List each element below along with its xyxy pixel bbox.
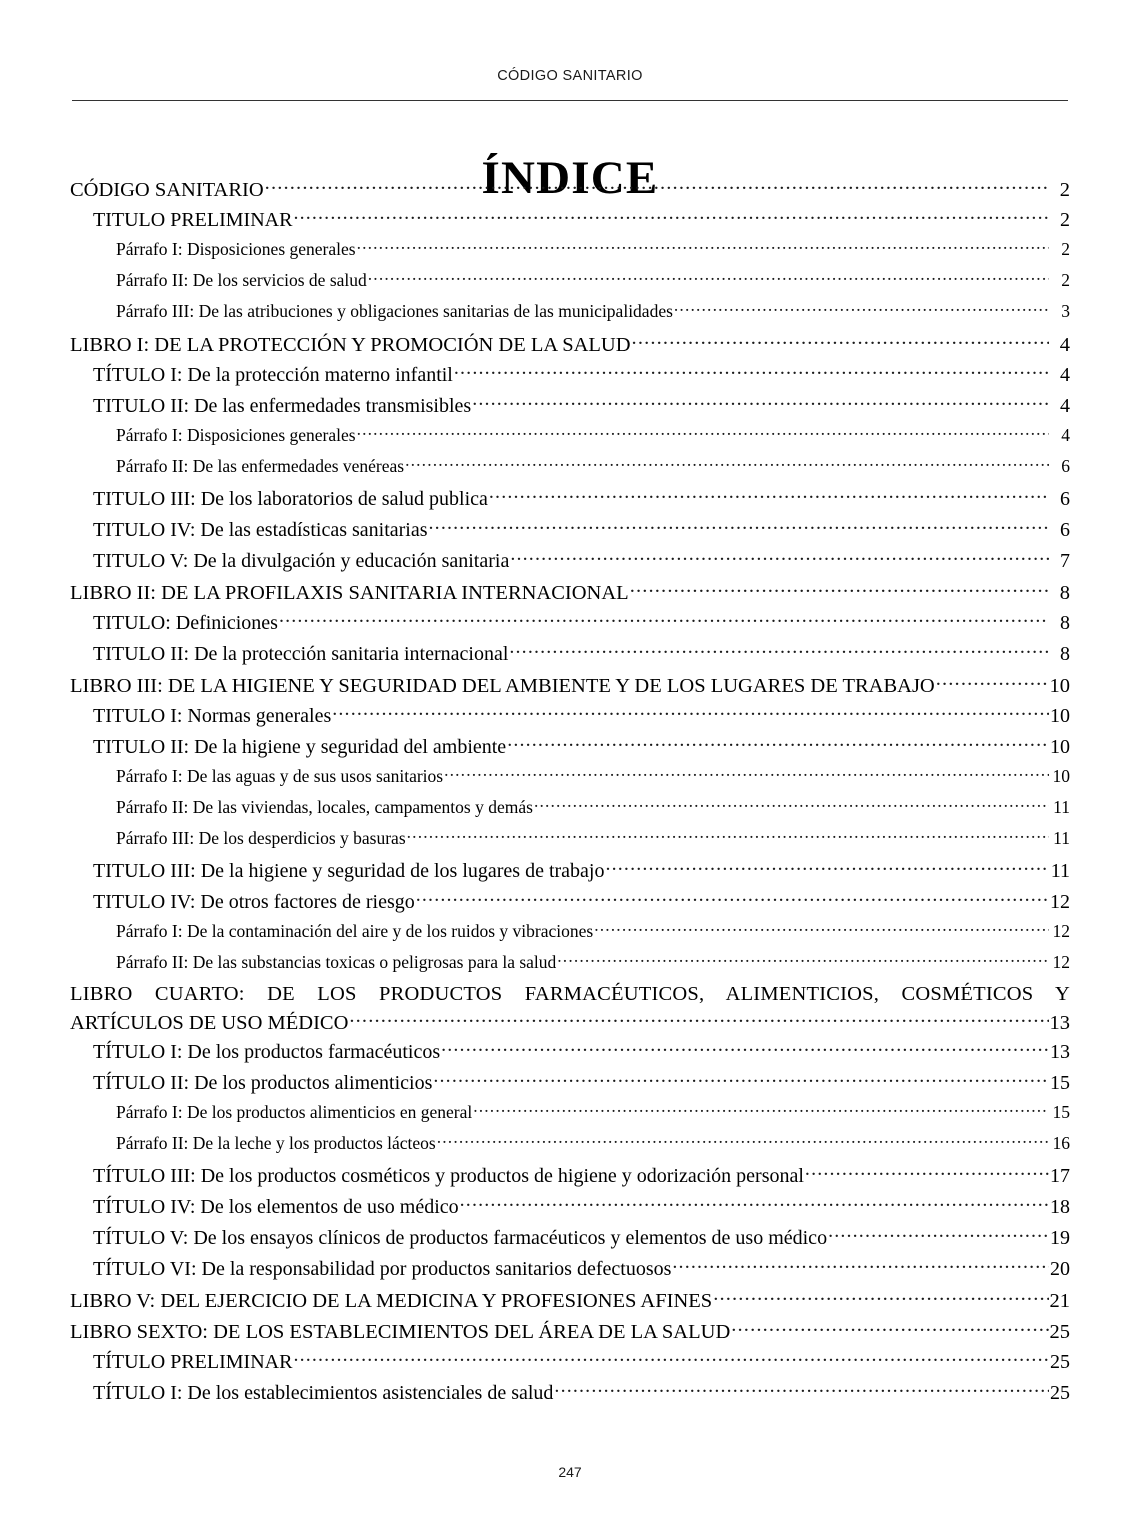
toc-entry[interactable]: [70, 857, 1070, 888]
toc-entry[interactable]: [70, 423, 1070, 454]
toc-dot-leader: [405, 454, 1049, 472]
toc-dot-leader: [805, 1162, 1049, 1182]
toc-dot-leader: [433, 1069, 1049, 1089]
toc-entry[interactable]: [70, 578, 1070, 609]
toc-entry-label: LIBRO CUARTO: DE LOS PRODUCTOS FARMACÉUTICOS, ALIMENTICIOS, COSMÉTICOS Y: [70, 983, 1070, 1005]
toc-entry-label: TITULO: Definiciones: [93, 612, 278, 634]
toc-entry-page-number: 20: [1050, 1258, 1070, 1280]
toc-dot-leader: [293, 206, 1049, 226]
toc-entry[interactable]: [70, 1348, 1070, 1379]
toc-entry[interactable]: [70, 609, 1070, 640]
toc-entry-page-number: 13: [1050, 1041, 1070, 1063]
toc-dot-leader: [368, 268, 1049, 286]
toc-entry-page-number: 15: [1050, 1072, 1070, 1094]
toc-entry-label: TÍTULO VI: De la responsabilidad por productos sanitarios defectuosos: [93, 1258, 672, 1280]
toc-entry-page-number: 11: [1053, 827, 1070, 848]
toc-dot-leader: [357, 237, 1049, 255]
toc-entry-label: Párrafo I: Disposiciones generales: [116, 238, 356, 259]
toc-dot-leader: [674, 299, 1049, 317]
toc-entry[interactable]: [70, 888, 1070, 919]
toc-dot-leader: [534, 795, 1049, 813]
toc-entry-page-number: 4: [1061, 424, 1070, 445]
toc-dot-leader: [293, 1348, 1049, 1368]
toc-entry-label: TÍTULO I: De los productos farmacéuticos: [93, 1041, 441, 1063]
toc-dot-leader: [936, 671, 1049, 692]
toc-entry-page-number: 25: [1049, 1320, 1070, 1343]
toc-entry-label: Párrafo II: De las substancias toxicas o peligrosas para la salud: [116, 951, 557, 972]
toc-entry-page-number: 4: [1060, 364, 1070, 386]
toc-entry-page-number: 11: [1050, 860, 1070, 882]
toc-entry[interactable]: [70, 702, 1070, 733]
toc-dot-leader: [557, 950, 1049, 968]
toc-entry-page-number: 2: [1059, 178, 1070, 201]
toc-dot-leader: [444, 764, 1049, 782]
toc-dot-leader: [489, 485, 1049, 505]
toc-entry-label: Párrafo II: De los servicios de salud: [116, 269, 367, 290]
toc-entry-label: Párrafo I: De la contaminación del aire y de los ruidos y vibraciones: [116, 920, 594, 941]
toc-entry[interactable]: [70, 764, 1070, 795]
toc-dot-leader: [473, 1100, 1049, 1118]
toc-entry-page-number: 8: [1060, 612, 1070, 634]
running-header: CÓDIGO SANITARIO: [497, 68, 643, 84]
toc-dot-leader: [594, 919, 1049, 937]
toc-entry-page-number: 8: [1059, 581, 1070, 604]
toc-dot-leader: [472, 392, 1049, 412]
toc-entry-label: Párrafo II: De las viviendas, locales, campamentos y demás: [116, 796, 533, 817]
toc-entry-label: Párrafo III: De las atribuciones y obligaciones sanitarias de las municipalidades: [116, 300, 673, 321]
toc-entry-label: CÓDIGO SANITARIO: [70, 178, 264, 201]
toc-entry-page-number: 3: [1061, 300, 1070, 321]
toc-entry[interactable]: [70, 516, 1070, 547]
toc-entry-label: LIBRO V: DEL EJERCICIO DE LA MEDICINA Y PROFESIONES AFINES: [70, 1289, 713, 1312]
toc-entry-page-number: 10: [1049, 674, 1070, 697]
toc-entry-label: LIBRO I: DE LA PROTECCIÓN Y PROMOCIÓN DE LA SALUD: [70, 333, 631, 356]
toc-entry-label: TITULO III: De los laboratorios de salud publica: [93, 488, 488, 510]
toc-entry-page-number: 12: [1050, 891, 1070, 913]
toc-entry-page-number: 2: [1061, 269, 1070, 290]
toc-entry-label: TITULO V: De la divulgación y educación sanitaria: [93, 550, 510, 572]
toc-entry[interactable]: [70, 1255, 1070, 1286]
toc-entry[interactable]: [70, 1379, 1070, 1410]
toc-entry-label: Párrafo I: De las aguas y de sus usos sanitarios: [116, 765, 444, 786]
toc-dot-leader: [349, 1008, 1048, 1029]
toc-entry-page-number: 17: [1050, 1165, 1070, 1187]
toc-entry-label: Párrafo I: Disposiciones generales: [116, 424, 356, 445]
toc-entry-label: TÍTULO I: De los establecimientos asistenciales de salud: [93, 1382, 554, 1404]
toc-dot-leader: [357, 423, 1049, 441]
toc-entry[interactable]: [70, 826, 1070, 857]
toc-entry[interactable]: [70, 175, 1070, 206]
toc-entry-label: Párrafo III: De los desperdicios y basuras: [116, 827, 406, 848]
toc-entry-label: TITULO PRELIMINAR: [93, 209, 293, 231]
toc-entry[interactable]: [70, 299, 1070, 330]
toc-entry[interactable]: [70, 1038, 1070, 1069]
toc-entry-label: LIBRO II: DE LA PROFILAXIS SANITARIA INTERNACIONAL: [70, 581, 629, 604]
toc-entry-label: Párrafo I: De los productos alimenticios en general: [116, 1101, 473, 1122]
toc-dot-leader: [509, 640, 1049, 660]
toc-entry-page-number: 11: [1053, 796, 1070, 817]
toc-entry-label: TÍTULO I: De la protección materno infantil: [93, 364, 453, 386]
toc-entry-page-number: 15: [1052, 1101, 1070, 1122]
toc-entry-label: TÍTULO PRELIMINAR: [93, 1351, 293, 1373]
toc-entry-page-number: 2: [1060, 209, 1070, 231]
toc-entry-page-number: 10: [1050, 736, 1070, 758]
toc-dot-leader: [605, 857, 1049, 877]
toc-entry[interactable]: [70, 485, 1070, 516]
footer-page-number: 247: [558, 1464, 582, 1480]
toc-entry[interactable]: [70, 1224, 1070, 1255]
toc-entry-page-number: 21: [1049, 1289, 1070, 1312]
toc-dot-leader: [332, 702, 1049, 722]
toc-dot-leader: [713, 1286, 1048, 1307]
toc-entry-label: TITULO II: De la protección sanitaria internacional: [93, 643, 509, 665]
toc-dot-leader: [731, 1317, 1048, 1338]
toc-entry[interactable]: [70, 237, 1070, 268]
toc-entry[interactable]: [70, 1069, 1070, 1100]
toc-entry-page-number: 7: [1060, 550, 1070, 572]
toc-entry-page-number: 8: [1060, 643, 1070, 665]
toc-dot-leader: [441, 1038, 1049, 1058]
toc-entry[interactable]: [70, 1100, 1070, 1131]
toc-entry-page-number: 6: [1060, 519, 1070, 541]
toc-entry-page-number: 16: [1052, 1132, 1070, 1153]
toc-dot-leader: [828, 1224, 1049, 1244]
toc-dot-leader: [454, 361, 1049, 381]
toc-entry-label: TITULO IV: De otros factores de riesgo: [93, 891, 415, 913]
toc-dot-leader: [507, 733, 1049, 753]
toc-dot-leader: [265, 175, 1049, 196]
toc-entry-page-number: 6: [1061, 455, 1070, 476]
toc-dot-leader: [672, 1255, 1049, 1275]
toc-entry-page-number: 13: [1049, 1011, 1070, 1034]
toc-dot-leader: [407, 826, 1049, 844]
toc-entry-page-number: 6: [1060, 488, 1070, 510]
toc-entry[interactable]: [70, 981, 1070, 1038]
toc-entry[interactable]: [70, 1162, 1070, 1193]
toc-dot-leader: [279, 609, 1049, 629]
header-rule: [72, 100, 1068, 101]
toc-entry-page-number: 18: [1050, 1196, 1070, 1218]
toc-entry-label: TITULO I: Normas generales: [93, 705, 332, 727]
toc-entry[interactable]: [70, 361, 1070, 392]
toc-entry-label: TÍTULO III: De los productos cosméticos y productos de higiene y odorización personal: [93, 1165, 804, 1187]
toc-entry[interactable]: [70, 795, 1070, 826]
toc-entry[interactable]: [70, 640, 1070, 671]
toc-entry-label: TÍTULO IV: De los elementos de uso médico: [93, 1196, 459, 1218]
toc-entry-page-number: 25: [1050, 1351, 1070, 1373]
toc-entry[interactable]: [70, 1131, 1070, 1162]
toc-entry-label: TITULO II: De las enfermedades transmisibles: [93, 395, 472, 417]
toc-entry-label-continued: ARTÍCULOS DE USO MÉDICO: [70, 1011, 349, 1034]
toc-entry-page-number: 19: [1050, 1227, 1070, 1249]
toc-dot-leader: [429, 516, 1049, 536]
toc-entry-label: LIBRO III: DE LA HIGIENE Y SEGURIDAD DEL AMBIENTE Y DE LOS LUGARES DE TRABAJO: [70, 674, 935, 697]
toc-entry[interactable]: [70, 1286, 1070, 1317]
toc-entry-page-number: 4: [1060, 395, 1070, 417]
toc-dot-leader: [554, 1379, 1049, 1399]
toc-dot-leader: [510, 547, 1049, 567]
toc-entry-label: TITULO III: De la higiene y seguridad de los lugares de trabajo: [93, 860, 605, 882]
toc-entry-page-number: 10: [1052, 765, 1070, 786]
toc-entry-page-number: 10: [1050, 705, 1070, 727]
table-of-contents: [70, 175, 1070, 1410]
toc-dot-leader: [437, 1131, 1049, 1149]
toc-dot-leader: [416, 888, 1049, 908]
toc-entry-page-number: 12: [1052, 920, 1070, 941]
toc-entry[interactable]: [70, 454, 1070, 485]
toc-dot-leader: [630, 578, 1049, 599]
toc-entry-label: Párrafo II: De la leche y los productos lácteos: [116, 1132, 436, 1153]
toc-entry[interactable]: [70, 919, 1070, 950]
toc-entry[interactable]: [70, 547, 1070, 578]
toc-entry[interactable]: [70, 1193, 1070, 1224]
toc-entry[interactable]: [70, 950, 1070, 981]
toc-entry-label: TÍTULO II: De los productos alimenticios: [93, 1072, 433, 1094]
toc-entry-page-number: 25: [1050, 1382, 1070, 1404]
toc-entry[interactable]: [70, 330, 1070, 361]
toc-dot-leader: [460, 1193, 1049, 1213]
toc-entry[interactable]: [70, 671, 1070, 702]
toc-entry-page-number: 2: [1061, 238, 1070, 259]
page-title: ÍNDICE: [481, 152, 659, 205]
toc-entry[interactable]: [70, 392, 1070, 423]
toc-entry[interactable]: [70, 1317, 1070, 1348]
toc-entry[interactable]: [70, 268, 1070, 299]
toc-entry-page-number: 12: [1052, 951, 1070, 972]
toc-entry-label: TITULO II: De la higiene y seguridad del ambiente: [93, 736, 507, 758]
toc-entry-page-number: 4: [1059, 333, 1070, 356]
toc-entry-label: TÍTULO V: De los ensayos clínicos de productos farmacéuticos y elementos de uso médico: [93, 1227, 828, 1249]
toc-entry[interactable]: [70, 206, 1070, 237]
toc-dot-leader: [632, 330, 1049, 351]
toc-entry-label: LIBRO SEXTO: DE LOS ESTABLECIMIENTOS DEL ÁREA DE LA SALUD: [70, 1320, 731, 1343]
toc-entry-label: Párrafo II: De las enfermedades venéreas: [116, 455, 405, 476]
toc-entry[interactable]: [70, 733, 1070, 764]
toc-entry-label: TITULO IV: De las estadísticas sanitarias: [93, 519, 428, 541]
